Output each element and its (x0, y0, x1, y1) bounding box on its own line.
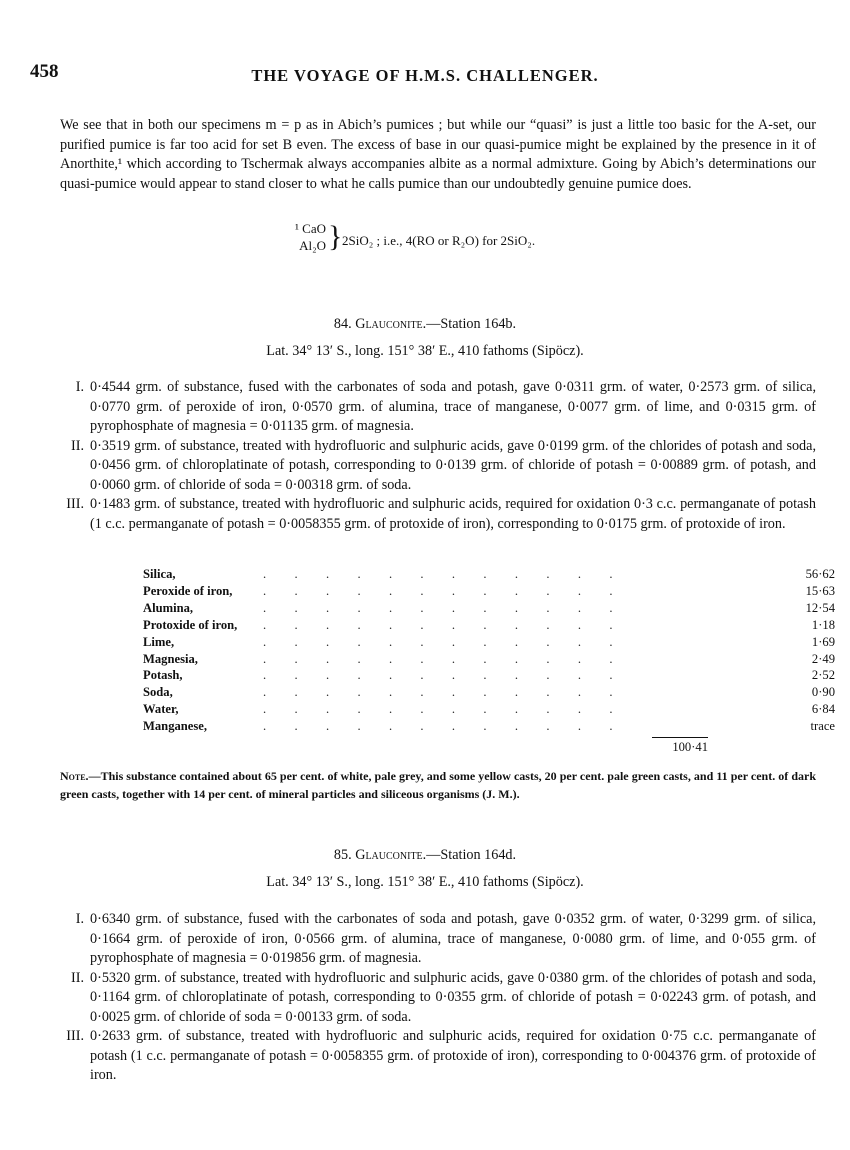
component-value: 1·18 (811, 617, 835, 632)
section-84-location: Lat. 34° 13′ S., long. 151° 38′ E., 410 fathoms (Sipöcz). (266, 343, 584, 359)
component-value: 0·90 (811, 685, 835, 700)
note-text: —This substance contained about 65 per cent. of white, pale grey, and some yellow casts, 20 per cent. pale green casts, and 11 per cent. of dark green casts, together with 14 per cent. of mineral particles and siliceous organisms (J. M.). (60, 769, 816, 801)
leader-dots: . . . . . . . . . . . . (263, 600, 613, 615)
component-label: Magnesia, (143, 651, 198, 666)
composition-row (143, 566, 835, 583)
leader-dots: . . . . . . . . . . . . (263, 567, 613, 581)
leader-dots: . . . . . . . . . . . . (263, 634, 613, 649)
formula-stack (288, 220, 326, 254)
composition-row (143, 634, 835, 651)
section-84-analyses (40, 378, 816, 534)
section-84-number: 84. (333, 316, 352, 332)
intro-text: We see that in both our specimens m = p as in Abich’s pumices ; but while our “quasi” is just a little too basic for the A-set, our purified pumice is far too acid for set B even. The excess of base in our quasi-pumice might be explained by the presence in it of Anorthite,¹ which according to Tschermak always accompanies albite as a normal admixture. Going by Abich’s determinations our quasi-pumice would appear to stand closer to what he calls pumice than our undoubtedly genuine pumice does. (60, 117, 816, 192)
composition-row (143, 600, 835, 617)
section-84-note (60, 768, 816, 803)
analysis-item (40, 378, 816, 437)
section-85-title (0, 846, 850, 866)
component-value: 2·49 (811, 651, 835, 666)
component-value: 2·52 (811, 668, 835, 683)
component-value: 56·62 (805, 567, 835, 581)
leader-dots: . . . . . . . . . . . . (263, 719, 613, 734)
analysis-number: I. (75, 379, 84, 395)
formula-line-2: Al₂O (299, 238, 326, 253)
leader-dots: . . . . . . . . . . . . (263, 668, 613, 683)
running-title: THE VOYAGE OF H.M.S. CHALLENGER. (251, 66, 599, 85)
leader-dots: . . . . . . . . . . . . (263, 583, 613, 598)
component-label: Water, (143, 702, 179, 717)
analysis-number: III. (66, 1028, 84, 1044)
analysis-text: 0·4544 grm. of substance, fused with the carbonates of soda and potash, gave 0·0311 grm. of water, 0·2573 grm. of silica, 0·0770 grm. of peroxide of iron, 0·0570 grm. of alumina, trace of manganese, 0·0077 grm. of lime, and 0·0315 grm. of pyrophosphate of magnesia = 0·01135 grm. of magnesia. (90, 379, 816, 434)
analysis-number: III. (66, 496, 84, 512)
analysis-item (40, 1027, 816, 1086)
analysis-text: 0·5320 grm. of substance, treated with hydrofluoric and sulphuric acids, gave 0·0380 grm. of the chlorides of potash and soda, 0·1164 grm. of chloroplatinate of potash, corresponding to 0·0355 grm. of chloride of potash = 0·02243 grm. of potash, and 0·0025 grm. of chloride of soda = 0·00133 grm. of soda. (90, 969, 816, 1025)
composition-row (143, 651, 835, 668)
analysis-text: 0·1483 grm. of substance, treated with hydrofluoric and sulphuric acids, required for oxidation 0·3 c.c. permanganate of potash (1 c.c. permanganate of potash = 0·0058355 grm. of protoxide of iron), corresponding to 0·0175 grm. of protoxide of iron. (90, 496, 816, 532)
component-label: Silica, (143, 567, 176, 581)
component-value: 6·84 (811, 702, 835, 717)
page-number: 458 (30, 61, 59, 82)
formula-rest: 2SiO₂ ; i.e., 4(RO or R₂O) for 2SiO₂. (342, 233, 536, 248)
section-84-title (0, 315, 850, 335)
footnote-formula (288, 220, 668, 264)
component-label: Potash, (143, 668, 183, 683)
component-value: 12·54 (805, 600, 835, 615)
section-85-location: Lat. 34° 13′ S., long. 151° 38′ E., 410 fathoms (Sipöcz). (266, 874, 584, 890)
analysis-number: II. (71, 969, 84, 986)
component-label: Protoxide of iron, (143, 617, 238, 632)
analysis-text: 0·3519 grm. of substance, treated with hydrofluoric and sulphuric acids, gave 0·0199 grm. of the chlorides of potash and soda, 0·0456 grm. of chloroplatinate of potash, corresponding to 0·0139 grm. of chloride of potash = 0·00889 grm. of potash, and 0·0060 grm. of chloride of soda = 0·00318 grm. of soda. (90, 437, 816, 493)
composition-row (143, 583, 835, 600)
analysis-number: II. (71, 437, 84, 454)
composition-row (143, 684, 835, 701)
analysis-item (40, 495, 816, 534)
component-label: Manganese, (143, 719, 208, 734)
formula-line-1: ¹ CaO (295, 221, 326, 236)
note-label: Note. (60, 769, 89, 783)
section-84-station: —Station 164b. (426, 316, 517, 332)
section-85-station: —Station 164d. (426, 847, 517, 863)
leader-dots: . . . . . . . . . . . . (263, 702, 613, 717)
composition-row (143, 667, 835, 684)
component-label: Soda, (143, 685, 173, 700)
analysis-item (40, 969, 816, 1028)
composition-row (143, 617, 835, 634)
component-label: Lime, (143, 634, 175, 649)
composition-row (143, 701, 835, 718)
composition-row (143, 718, 835, 735)
section-85-number: 85. (333, 847, 352, 863)
component-value: 15·63 (805, 583, 835, 598)
composition-total: 100·41 (672, 740, 708, 754)
component-value: trace (810, 719, 835, 734)
intro-paragraph (60, 116, 816, 194)
section-84-name: Glauconite. (355, 316, 427, 332)
leader-dots: . . . . . . . . . . . . (263, 651, 613, 666)
section-85-analyses (40, 910, 816, 1086)
component-label: Alumina, (143, 600, 194, 615)
leader-dots: . . . . . . . . . . . . (263, 617, 613, 632)
composition-table (143, 566, 835, 735)
analysis-text: 0·2633 grm. of substance, treated with hydrofluoric and sulphuric acids, required for oxidation 0·75 c.c. permanganate of potash (1 c.c. permanganate of potash = 0·0058355 grm. of protoxide of iron), corresponding to 0·004376 grm. of protoxide of iron. (90, 1028, 816, 1083)
formula-brace: } (328, 220, 343, 253)
section-85-name: Glauconite. (355, 847, 427, 863)
component-label: Peroxide of iron, (143, 583, 233, 598)
component-value: 1·69 (811, 634, 835, 649)
analysis-item (40, 437, 816, 496)
analysis-text: 0·6340 grm. of substance, fused with the carbonates of soda and potash, gave 0·0352 grm. of water, 0·3299 grm. of silica, 0·1664 grm. of peroxide of iron, 0·0566 grm. of alumina, trace of manganese, 0·0080 grm. of lime, and 0·055 grm. of pyrophosphate of magnesia = 0·019856 grm. of magnesia. (90, 911, 816, 966)
leader-dots: . . . . . . . . . . . . (263, 685, 613, 700)
analysis-item (40, 910, 816, 969)
analysis-number: I. (75, 911, 84, 927)
